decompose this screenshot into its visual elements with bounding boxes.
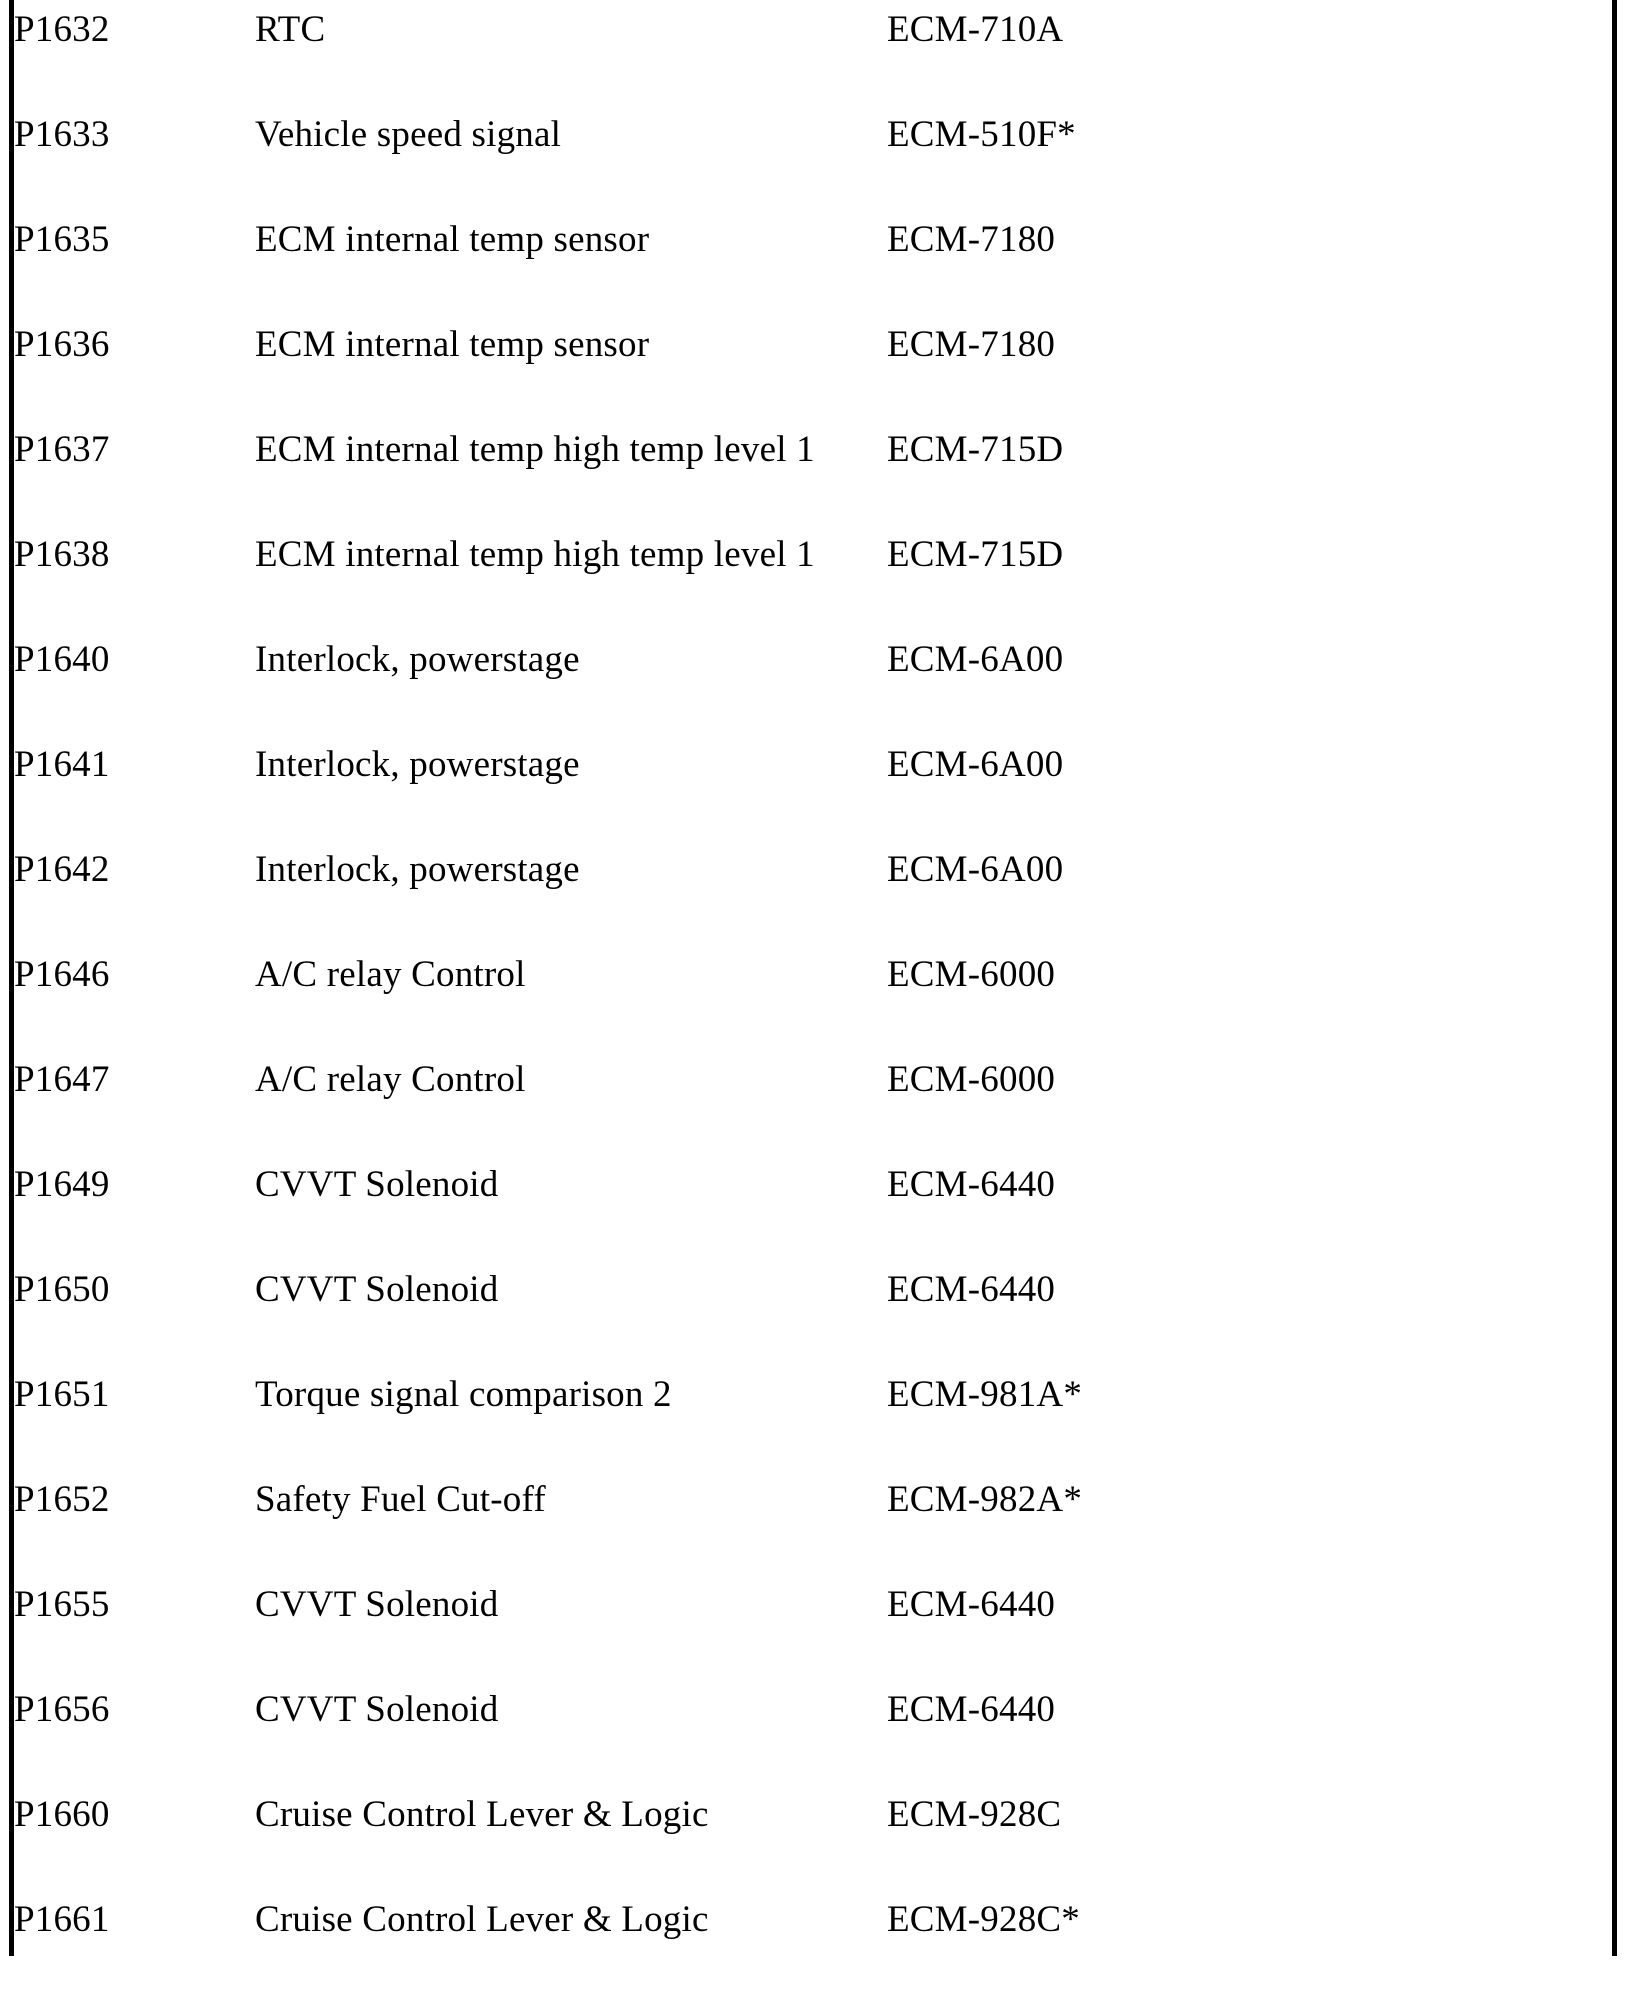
dtc-description: A/C relay Control xyxy=(255,954,526,995)
dtc-description: ECM internal temp sensor xyxy=(255,324,650,365)
dtc-description: Safety Fuel Cut-off xyxy=(255,1479,546,1520)
dtc-code: P1650 xyxy=(14,1269,110,1310)
ecm-code: ECM-510F* xyxy=(887,114,1076,155)
table-row xyxy=(14,1890,1612,1995)
ecm-code: ECM-6A00 xyxy=(887,744,1064,785)
table-row xyxy=(14,630,1612,735)
ecm-code: ECM-6000 xyxy=(887,954,1056,995)
ecm-code: ECM-710A xyxy=(887,9,1064,50)
dtc-description: Interlock, powerstage xyxy=(255,639,580,680)
ecm-code: ECM-6440 xyxy=(887,1164,1056,1205)
ecm-code: ECM-715D xyxy=(887,534,1064,575)
table-row xyxy=(14,1155,1612,1260)
dtc-description: Cruise Control Lever & Logic xyxy=(255,1794,709,1835)
dtc-description: Torque signal comparison 2 xyxy=(255,1374,672,1415)
dtc-code: P1638 xyxy=(14,534,110,575)
dtc-code: P1635 xyxy=(14,219,110,260)
dtc-description: ECM internal temp sensor xyxy=(255,219,650,260)
table-row xyxy=(14,525,1612,630)
dtc-code: P1637 xyxy=(14,429,110,470)
dtc-description: ECM internal temp high temp level 1 xyxy=(255,429,815,470)
ecm-code: ECM-981A* xyxy=(887,1374,1083,1415)
dtc-code: P1641 xyxy=(14,744,110,785)
table-row xyxy=(14,1785,1612,1890)
dtc-code: P1661 xyxy=(14,1899,110,1940)
table-row xyxy=(14,315,1612,420)
dtc-code: P1649 xyxy=(14,1164,110,1205)
dtc-code: P1647 xyxy=(14,1059,110,1100)
dtc-code: P1636 xyxy=(14,324,110,365)
table-row xyxy=(14,1050,1612,1155)
dtc-code: P1642 xyxy=(14,849,110,890)
dtc-description: CVVT Solenoid xyxy=(255,1164,499,1205)
dtc-code: P1632 xyxy=(14,9,110,50)
dtc-code: P1651 xyxy=(14,1374,110,1415)
ecm-code: ECM-6A00 xyxy=(887,639,1064,680)
ecm-code: ECM-715D xyxy=(887,429,1064,470)
dtc-description: Interlock, powerstage xyxy=(255,849,580,890)
ecm-code: ECM-928C xyxy=(887,1794,1062,1835)
ecm-code: ECM-7180 xyxy=(887,324,1056,365)
dtc-code: P1633 xyxy=(14,114,110,155)
dtc-description: A/C relay Control xyxy=(255,1059,526,1100)
table-row xyxy=(14,105,1612,210)
table-row xyxy=(14,210,1612,315)
ecm-code: ECM-928C* xyxy=(887,1899,1080,1940)
table-row xyxy=(14,1365,1612,1470)
table-row xyxy=(14,735,1612,840)
dtc-code: P1652 xyxy=(14,1479,110,1520)
dtc-code: P1646 xyxy=(14,954,110,995)
dtc-description: Cruise Control Lever & Logic xyxy=(255,1899,709,1940)
dtc-code: P1640 xyxy=(14,639,110,680)
dtc-code: P1655 xyxy=(14,1584,110,1625)
table-row xyxy=(14,1470,1612,1575)
dtc-code: P1656 xyxy=(14,1689,110,1730)
table-row xyxy=(14,0,1612,105)
table-row xyxy=(14,840,1612,945)
ecm-code: ECM-7180 xyxy=(887,219,1056,260)
table-row xyxy=(14,1680,1612,1785)
table-row xyxy=(14,1575,1612,1680)
table-row xyxy=(14,945,1612,1050)
ecm-code: ECM-6440 xyxy=(887,1689,1056,1730)
dtc-table xyxy=(14,0,1612,1995)
dtc-description: Interlock, powerstage xyxy=(255,744,580,785)
ecm-code: ECM-982A* xyxy=(887,1479,1083,1520)
dtc-description: CVVT Solenoid xyxy=(255,1269,499,1310)
ecm-code: ECM-6000 xyxy=(887,1059,1056,1100)
dtc-description: CVVT Solenoid xyxy=(255,1584,499,1625)
table-right-border xyxy=(1612,0,1617,1956)
dtc-description: ECM internal temp high temp level 1 xyxy=(255,534,815,575)
ecm-code: ECM-6440 xyxy=(887,1269,1056,1310)
dtc-description: CVVT Solenoid xyxy=(255,1689,499,1730)
table-row xyxy=(14,1260,1612,1365)
dtc-code: P1660 xyxy=(14,1794,110,1835)
dtc-description: Vehicle speed signal xyxy=(255,114,562,155)
dtc-description: RTC xyxy=(255,9,326,50)
ecm-code: ECM-6A00 xyxy=(887,849,1064,890)
table-row xyxy=(14,420,1612,525)
ecm-code: ECM-6440 xyxy=(887,1584,1056,1625)
